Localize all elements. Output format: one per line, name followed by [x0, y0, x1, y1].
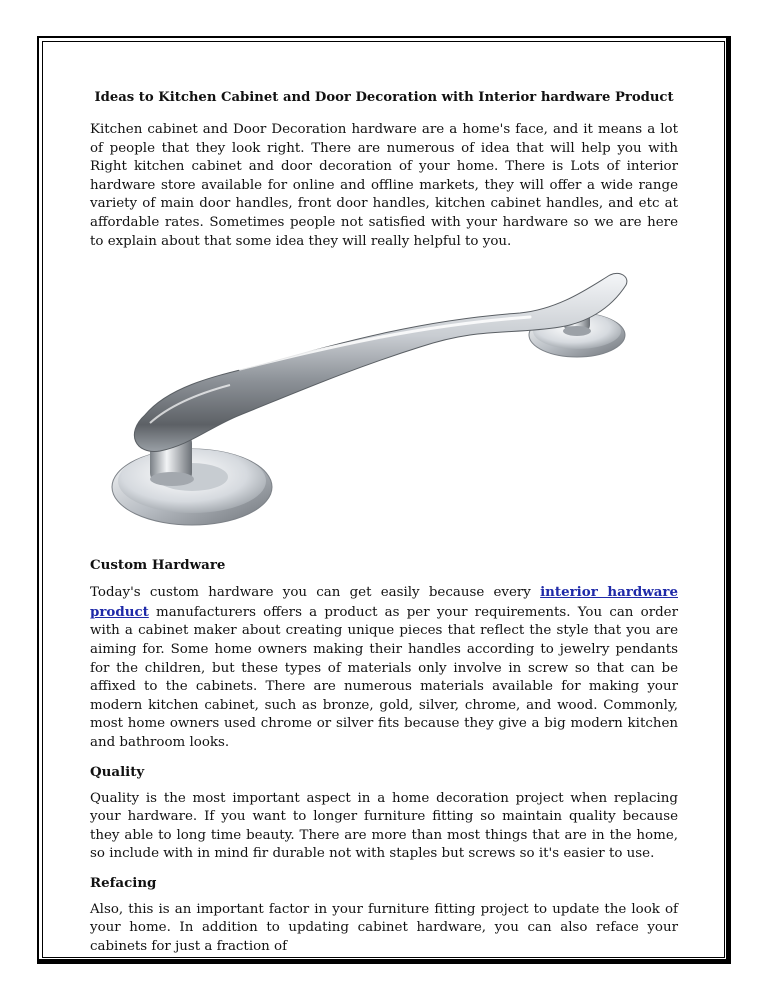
custom-text-before: Today's custom hardware you can get easily because every — [90, 585, 541, 601]
document-title: Ideas to Kitchen Cabinet and Door Decoration with Interior hardware Product — [94, 90, 674, 105]
door-handle-icon — [90, 265, 678, 537]
document-body — [90, 88, 678, 957]
refacing-paragraph: Also, this is an important factor in your furniture fitting project to update the look of your home. In addition to updating cabinet hardware, you can also reface your cabinets for just a fraction of — [90, 901, 678, 955]
custom-text-after: manufacturers offers a product as per your requirements. You can order with a cabinet maker about creating unique pieces that reflect the style that you are aiming for. Some home owners making their handles according to jewelry pendants for the children, but these types of materials only involve in screw so that can be affixed to the cabinets. There are numerous materials available for making your modern kitchen cabinet, such as bronze, gold, silver, chrome, and wood. Commonly, most home owners used chrome or silver fits because they give a big modern kitchen and bathroom looks. — [90, 604, 678, 750]
door-handle-image — [90, 265, 678, 537]
quality-paragraph: Quality is the most important aspect in a home decoration project when replacing your hardware. If you want to longer furniture fitting so maintain quality because they able to long time beauty. There are more than most things that are in the home, so include with in mind fir durable not with staples but screws so it's easier to use. — [90, 790, 678, 862]
interior-hardware-product-link[interactable]: interior hardware product — [90, 584, 678, 620]
intro-paragraph: Kitchen cabinet and Door Decoration hardware are a home's face, and it means a lot of people that they look right. There are numerous of idea that will help you with Right kitchen cabinet and door decoration of your home. There is Lots of interior hardware store available for online and offline markets, they will offer a wide range variety of main door handles, front door handles, kitchen cabinet handles, and etc at affordable rates. Sometimes people not satisfied with your hardware so we are here to explain about that some idea they will really helpful to you. — [90, 122, 678, 249]
section-heading-quality: Quality — [90, 763, 145, 780]
section-heading-custom-hardware: Custom Hardware — [90, 557, 226, 574]
section-heading-refacing: Refacing — [90, 874, 157, 891]
custom-hardware-paragraph — [90, 583, 678, 752]
